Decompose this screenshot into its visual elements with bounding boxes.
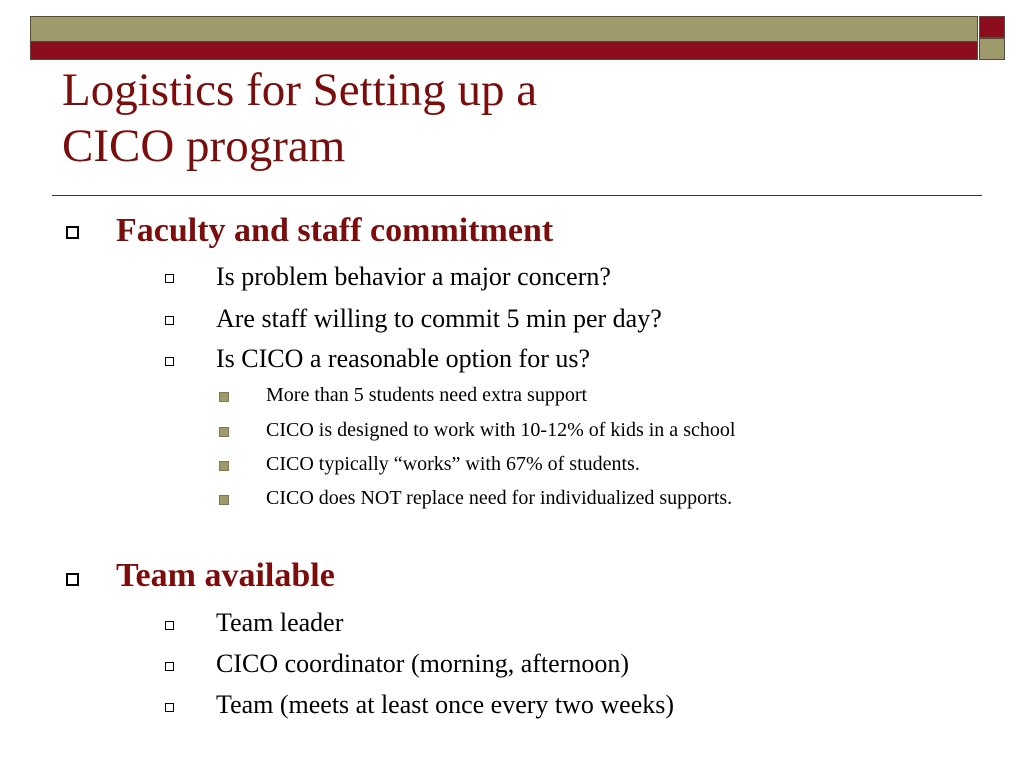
header-corner-red-square bbox=[979, 16, 1005, 38]
header-bar-olive-stripe bbox=[31, 17, 977, 42]
sub-list-item: CICO is designed to work with 10-12% of kids in a school bbox=[266, 419, 736, 441]
list-item: Is problem behavior a major concern? bbox=[216, 262, 611, 291]
hollow-square-bullet-icon bbox=[165, 662, 174, 671]
list-item: CICO coordinator (morning, afternoon) bbox=[216, 649, 630, 678]
hollow-square-bullet-icon bbox=[165, 274, 174, 283]
solid-square-bullet-icon bbox=[219, 392, 229, 402]
hollow-square-bullet-icon bbox=[165, 703, 174, 712]
section-heading-team: Team available bbox=[116, 557, 335, 594]
slide-title bbox=[62, 62, 962, 174]
header-corner-olive-square bbox=[979, 38, 1005, 60]
list-item: Team leader bbox=[216, 608, 344, 637]
sub-list-item: CICO typically “works” with 67% of students. bbox=[266, 453, 640, 475]
hollow-square-bullet-icon bbox=[165, 357, 174, 366]
hollow-square-bullet-icon bbox=[66, 573, 79, 586]
solid-square-bullet-icon bbox=[219, 427, 229, 437]
list-item: Is CICO a reasonable option for us? bbox=[216, 344, 591, 373]
hollow-square-bullet-icon bbox=[165, 621, 174, 630]
slide-title-line-2: CICO program bbox=[62, 120, 346, 172]
solid-square-bullet-icon bbox=[219, 495, 229, 505]
hollow-square-bullet-icon bbox=[66, 226, 79, 239]
sub-list-item: CICO does NOT replace need for individualized supports. bbox=[266, 487, 733, 509]
section-heading-faculty: Faculty and staff commitment bbox=[116, 212, 554, 249]
sub-list-item: More than 5 students need extra support bbox=[266, 384, 588, 406]
solid-square-bullet-icon bbox=[219, 461, 229, 471]
list-item: Are staff willing to commit 5 min per day? bbox=[216, 304, 662, 333]
hollow-square-bullet-icon bbox=[165, 316, 174, 325]
title-divider bbox=[52, 195, 982, 196]
slide-title-line-1: Logistics for Setting up a bbox=[62, 64, 538, 116]
list-item: Team (meets at least once every two weeks) bbox=[216, 690, 675, 719]
header-bar bbox=[30, 16, 978, 60]
